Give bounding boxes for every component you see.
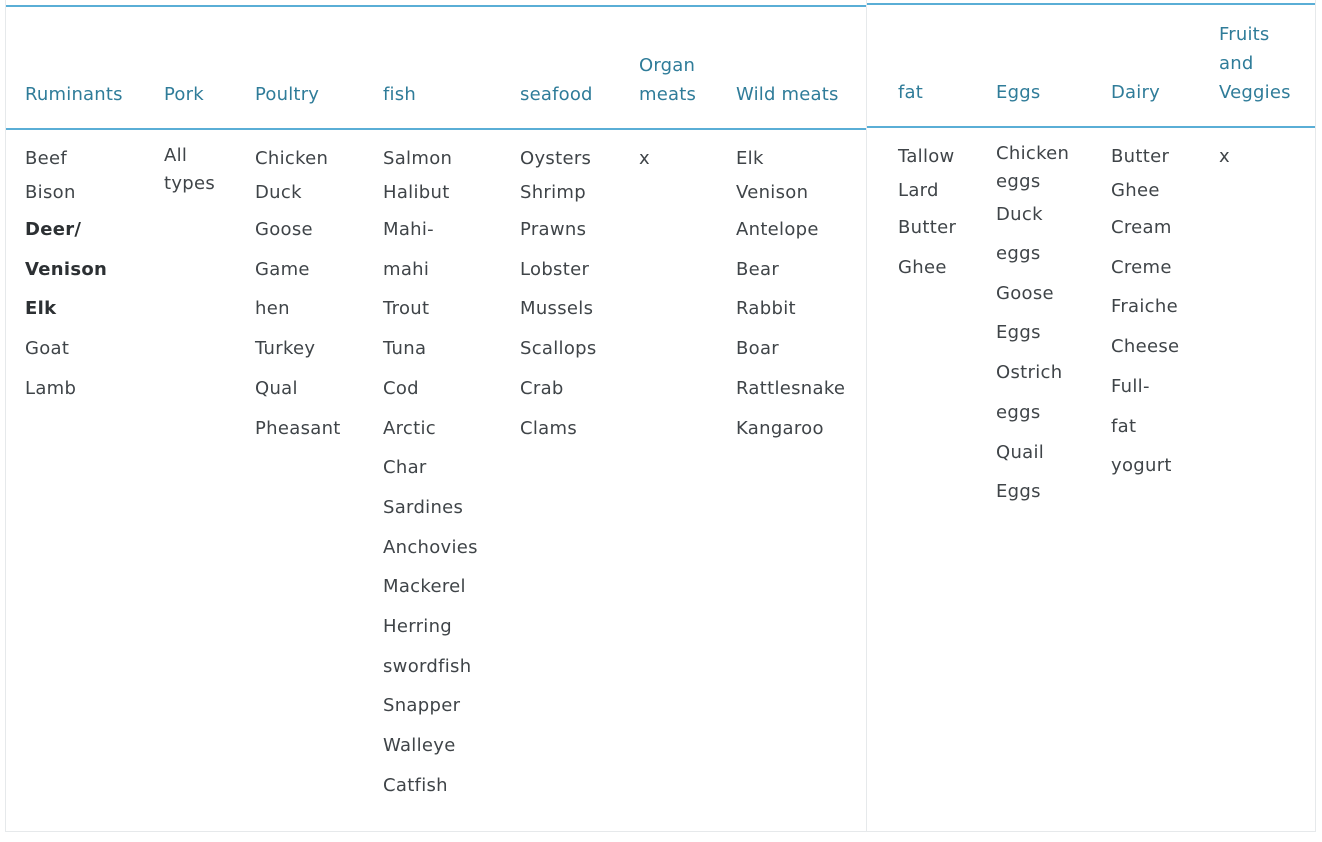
cell: Butter (898, 217, 957, 238)
cell: Duck (255, 182, 302, 203)
cell: Trout (383, 298, 430, 320)
cell: Tuna (383, 338, 427, 360)
cell: Cheese (1111, 336, 1180, 358)
header-seafood: seafood (520, 84, 593, 105)
column-eggs (996, 140, 1069, 512)
column-seafood (520, 142, 597, 448)
header-fish: fish (383, 84, 416, 105)
header-fat: fat (898, 82, 924, 103)
cell: Goose (996, 282, 1054, 304)
column-pork (164, 142, 215, 198)
cell: Game (255, 258, 310, 280)
column-wild-meats (736, 142, 845, 448)
cell: Oysters (520, 148, 592, 169)
header-dairy: Dairy (1111, 82, 1160, 103)
cell: Fraiche (1111, 296, 1178, 318)
cell: Anchovies (383, 536, 478, 558)
cell: Butter (1111, 146, 1170, 167)
cell: Catfish (383, 774, 448, 796)
cell: eggs (996, 401, 1041, 423)
cell: Turkey (255, 338, 316, 360)
meat-table (5, 0, 867, 832)
cell: Duck (996, 204, 1043, 225)
column-fat (898, 140, 956, 287)
header-eggs: Eggs (996, 82, 1041, 103)
cell: Salmon (383, 148, 453, 169)
cell: Elk (736, 148, 764, 169)
column-ruminants (25, 142, 107, 409)
cell: x (1219, 146, 1230, 167)
cell: Sardines (383, 496, 464, 518)
header-ruminants: Ruminants (25, 84, 123, 105)
cell: Rabbit (736, 298, 796, 320)
table-top-rule (867, 3, 1315, 5)
cell: Eggs (996, 322, 1041, 344)
column-fruits-and-veggies (1219, 140, 1230, 174)
cell: Lard (898, 180, 939, 201)
cell: x (639, 148, 650, 169)
cell: eggs (996, 171, 1041, 192)
column-dairy (1111, 140, 1179, 486)
cell: Elk (25, 298, 57, 320)
cell: swordfish (383, 655, 472, 677)
cell: Ghee (1111, 180, 1160, 201)
cell: Bear (736, 258, 780, 280)
cell: Crab (520, 377, 564, 399)
cell: mahi (383, 258, 430, 280)
header-rule (6, 128, 866, 130)
cell: hen (255, 298, 290, 320)
cell: Boar (736, 338, 779, 360)
cell: Pheasant (255, 417, 341, 439)
cell: All (164, 145, 188, 166)
cell: Char (383, 457, 427, 479)
cell: eggs (996, 243, 1041, 264)
cell: Cream (1111, 217, 1172, 238)
cell: Scallops (520, 338, 597, 360)
cell: Clams (520, 417, 578, 439)
header-rule (867, 126, 1315, 128)
cell: Full- (1111, 375, 1150, 397)
cell: Tallow (898, 146, 955, 167)
cell: Mussels (520, 298, 594, 320)
cell: Snapper (383, 695, 461, 717)
cell: Walleye (383, 735, 456, 757)
cell: Ostrich (996, 362, 1063, 384)
cell: Eggs (996, 481, 1041, 503)
cell: Goose (255, 219, 313, 240)
cell: Quail (996, 441, 1045, 463)
cell: Mahi- (383, 219, 434, 240)
column-fish (383, 142, 478, 806)
cell: Prawns (520, 219, 587, 240)
cell: Qual (255, 377, 298, 399)
cell: Creme (1111, 256, 1172, 278)
column-organ-meats (639, 142, 650, 176)
other-foods-table (867, 0, 1316, 832)
cell: Chicken (996, 143, 1070, 164)
cell: Lamb (25, 377, 77, 399)
cell: Venison (25, 258, 108, 280)
cell: types (164, 173, 216, 194)
cell: Shrimp (520, 182, 586, 203)
cell: Arctic (383, 417, 436, 439)
header-pork: Pork (164, 84, 204, 105)
cell: Rattlesnake (736, 377, 846, 399)
header-fruits-and-veggies: Fruits and Veggies (1219, 24, 1291, 103)
cell: Ghee (898, 256, 947, 278)
cell: Herring (383, 616, 453, 638)
header-wild-meats: Wild meats (736, 84, 839, 105)
cell: Chicken (255, 148, 329, 169)
cell: Bison (25, 182, 76, 203)
cell: Goat (25, 338, 70, 360)
cell: Beef (25, 148, 68, 169)
table-top-rule (6, 5, 866, 7)
header-poultry: Poultry (255, 84, 320, 105)
cell: Halibut (383, 182, 450, 203)
column-poultry (255, 142, 341, 448)
cell: Venison (736, 182, 809, 203)
cell: Mackerel (383, 576, 466, 598)
cell: Kangaroo (736, 417, 824, 439)
header-organ-meats: Organ meats (639, 55, 697, 105)
cell: yogurt (1111, 455, 1172, 477)
cell: Lobster (520, 258, 590, 280)
cell: Cod (383, 377, 419, 399)
cell: Antelope (736, 219, 819, 240)
cell: fat (1111, 415, 1137, 437)
cell: Deer/ (25, 219, 82, 240)
